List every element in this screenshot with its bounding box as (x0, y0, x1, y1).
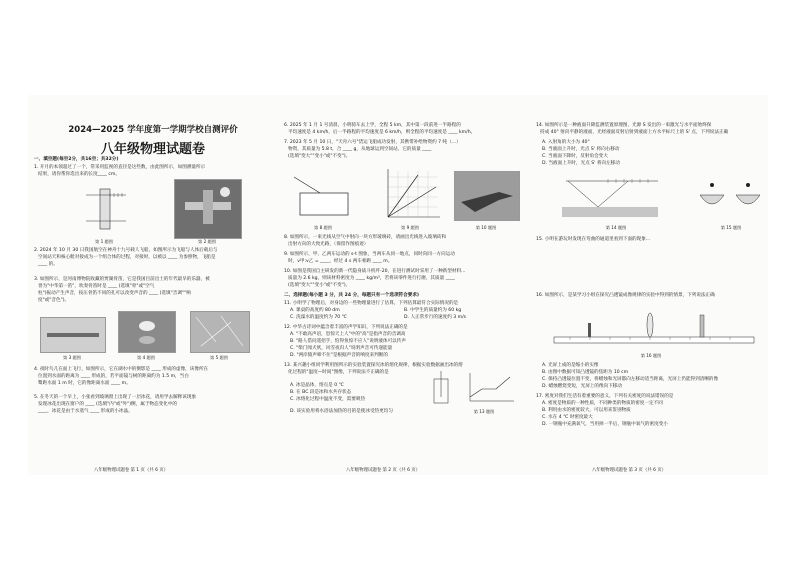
fig1-caption: 第 1 题图 (95, 239, 113, 244)
q2-text-c: ____ 的。 (38, 262, 58, 267)
spacecraft-photo (174, 179, 242, 239)
page-footer-1: 八年级物理试题卷 第 1 页（共 6 页） (94, 468, 169, 473)
q3-text-b: 誉为"中华第一笛"，吹奏骨笛时是 ____ (选填"骨"或"空气 (38, 284, 155, 289)
q2-text-b: 空间站天和核心舱对接成为一个组合体的过程，对接时，以被以 ____ 为参照物，飞船是 (38, 255, 216, 260)
optical-bench-figure (550, 309, 760, 351)
q12-option-c: C. "柴门闻犬吠，风雪夜归人"说明声音可传递能量 (290, 346, 393, 351)
q14-text-b: 持成 40° 射向平静的液面，光经液面反射后射到液面上方水平标尺上的 S' 点，下列说法正确 (540, 130, 729, 135)
fighter-jet-photo (454, 171, 520, 221)
q8-text: 8. 如图所示，一束光线从空气中射向一块方形玻璃砖，请画出光线进入玻璃砖和 (284, 235, 447, 240)
q4-text: 4. 夜时鸟儿在面上飞行，如图所示，它在湖水中的倒影是 ____ 形成的虚像，该像所在 (34, 367, 209, 372)
section-2-heading: 二、选择题(每小题 3 分，共 24 分，每题只有一个选项符合要求) (284, 293, 420, 298)
q16-option-c: C. 保持凸透镜位置不变，将蜡烛和光屏都向左移动适当距离，光屏上仍能得到清晰的像 (542, 377, 719, 382)
fig2-caption: 第 2 题图 (198, 239, 216, 244)
q16-option-a: A. 光屏上成的是缩小的实像 (542, 363, 599, 368)
q11-option-b: B. 中学生的质量约为 60 kg (404, 308, 462, 313)
q7-text: 7. 2023 年 5 月 10 日，"天舟六号"货运飞船成功发射，其携带补给物资约 7 吨（...） (284, 140, 461, 145)
q5-text: 5. 在冬天的一个早上，小张看到玻璃窗上出现了一层冰花，请用学去解释该现象 (34, 395, 197, 400)
glass-block-figure (292, 173, 354, 223)
q13-option-d: D. 该实验用将水浴法加热的目的是使冰受热更均匀 (290, 409, 393, 414)
q17-option-b: B. 利用由水的密度较大，可以用来鉴别物质 (542, 408, 631, 413)
q10-text: 10. 如图是我国自主研发的新一代隐身战斗机歼-20，在进行测试时采用了一种新型材料... (284, 269, 466, 274)
q12-option-b: B. "路人借问遥招手，怕得鱼惊不应人"说明液体可以传声 (290, 339, 406, 344)
q17-option-a: A. 密度是物质的一种性质，不同种类的物质的密度一定不同 (542, 401, 663, 406)
q3-text-c: 柱")振动产生声音，按压骨笛不同的孔可以改变声音的 ____ (选填"音调""响 (38, 291, 191, 296)
liquid-level-figure (558, 175, 668, 221)
q13-text-b: 化过程的"温度—时间"图像，下列说法不正确的是 (288, 370, 389, 375)
frost-window-photo (190, 311, 250, 353)
fig10-caption: 第 10 题图 (475, 225, 497, 230)
column-1 (34, 95, 272, 475)
q10-text-c: (选填"变大""变小"或"不变")。 (288, 283, 351, 288)
q9-text-b: 时，v甲:v乙 = ____，经过 4 s 两车相距 ____ m。 (288, 259, 393, 264)
ruler-figure (82, 181, 132, 237)
section-1-heading: 一、填空题(每空2分，共16空；共32分) (34, 157, 119, 162)
fig3-caption: 第 3 题图 (63, 355, 81, 360)
year-title: 2024—2025 学年度第一学期学校自测评价 (68, 125, 238, 135)
fig8-caption: 第 8 题图 (314, 225, 332, 230)
q7-text-c: (选填"变大""变小"或"不变")。 (288, 154, 351, 159)
egret-photo (118, 311, 176, 353)
s-t-graph-figure (378, 167, 442, 225)
q5-text-b: 发现冰花出现在窗户的 ____ (选填"内"或"外")侧，属于物态变化中的 (38, 402, 177, 407)
q16-option-b: B. 由图中数据可知凸透镜的焦距为 10 cm (542, 370, 629, 375)
fig4-caption: 第 4 题图 (137, 355, 155, 360)
page-footer-2: 八年级物理试题卷 第 2 页（共 6 页） (346, 468, 421, 473)
q15-text: 15. 小明在游玩时发现在弯曲的通道里看到下面的现象... (536, 237, 651, 242)
fig16-caption: 第 16 题图 (640, 353, 662, 358)
q10-text-b: 质量为 2.6 kg，则该材料密度为 ____ kg/m³，若将该零件进行打磨，其质量 ____ (288, 276, 455, 281)
q17-option-c: C. 水在 4 ℃ 时密度最大 (542, 415, 593, 420)
q11-option-d: D. 人正常步行的速度约 3 m/s (404, 315, 467, 320)
q13-option-c: C. 冰熔化过程中温度不变，需要吸热 (290, 397, 366, 402)
melting-experiment-figure (430, 371, 516, 407)
q13-option-a: A. 冰是晶体，熔点是 0 ℃ (290, 383, 344, 388)
fig9-caption: 第 9 题图 (401, 225, 419, 230)
q1-text-b: 结果，请你帮你选出来的长度____ cm。 (38, 172, 120, 177)
q5-text-c: ____，冰花是由于水蒸气 ____ 形成的小冰晶。 (38, 409, 133, 414)
q16-text: 16. 如图所示，是某学习小组在探究凸透镜成像规律的实验中得到的情景，下列说法正确 (536, 293, 715, 298)
paper-title: 八年级物理试题卷 (100, 142, 205, 157)
fig15-caption: 第 15 题图 (720, 225, 742, 230)
q13-text: 13. 某兴趣小组同学利用图所示的实验装置探究冰的熔化规律，根据实验数据画出冰的熔 (284, 363, 463, 368)
q2-text: 2. 2024 年 10 月 30 日我国航空在神舟十九号载人飞船，如图所示为飞船与人体后载后与 (34, 248, 218, 253)
q16-option-d: D. 蜡烛燃烧变短，光屏上的像向下移动 (542, 384, 622, 389)
q9-text: 9. 如图所示，甲、乙两车运动的 s-t 图象，当两车从同一地点，同时向同一方向运动 (284, 252, 455, 257)
q17-option-d: D. 一钢瓶中充满氧气，当用掉一半后，钢瓶中氧气的密度变小 (542, 422, 668, 427)
column-2 (284, 95, 524, 475)
q13-option-b: B. 在 BC 段是冰和水共存状态 (290, 390, 352, 395)
exam-sheet (28, 95, 768, 475)
fig5-caption: 第 5 题图 (210, 355, 228, 360)
q14-option-b: B. 当液面上升时，光点 S' 将向右移动 (542, 147, 620, 152)
q11-text: 11. 小明学了物理后，对身边的一些物理量进行了估算，下列估算最符合实际情况的是 (284, 301, 459, 306)
bowls-figure (696, 181, 766, 219)
q14-option-c: C. 当液面下降时，反射角会变大 (542, 154, 608, 159)
q12-text: 12. 中华古诗词中蕴含着丰富的声学知识，下列说法正确的是 (284, 325, 408, 330)
q4-text-c: 鹭距水面 1 m 时，它的像距离水面 ____ m。 (38, 381, 131, 386)
q1-text: 1. 开月的本领超过了一个，常采用监视的直径是这些数，由此图所示，如图测量所示 (34, 165, 206, 170)
q14-option-d: D. 当液面上升时，光点 S' 将向左移动 (542, 161, 620, 166)
q3-text: 3. 如图所示，是河南博物院收藏的贾湖骨笛，它是我国目前出土的年代最早的乐器，被 (34, 277, 210, 282)
q17-text: 17. 密度对我们生活有着重要的意义，下列有关密度的说法错误的是 (536, 394, 674, 399)
q8-text-b: 出射方向的大致光路，（保留作图痕迹） (288, 242, 369, 247)
fig13-caption: 第 13 题图 (473, 409, 495, 414)
q6-text-b: 平均速度是 4 km/h，后一半路程的平均速度是 6 km/h，则全程的平均速度是 ____ km/h。 (288, 130, 476, 135)
q11-option-c: C. 洗澡水的温度约为 70 ℃ (290, 315, 347, 320)
q14-text: 14. 如图所示是一种液面升降监测装置原理图，光源 S 发出的一束激光与水平面始终保 (536, 123, 712, 128)
q3-text-d: 度"或"音色")。 (38, 298, 70, 303)
q6-text: 6. 2025 年 1 月 1 号清晨，小明骑车去上学，全程 5 km，其中第一段前进一半路程的 (284, 123, 461, 128)
page-footer-3: 八年级物理试题卷 第 3 页（共 6 页） (592, 468, 667, 473)
q7-text-b: 物资，其质量为 5.8 t，合 ____ g，从地球运到空间站，它的质量 ____ (288, 147, 432, 152)
fig14-caption: 第 14 题图 (605, 225, 627, 230)
q11-option-a: A. 课桌的高度约 80 dm (290, 308, 340, 313)
q14-option-a: A. 入射角的大小为 40° (542, 140, 590, 145)
bone-flute-photo (40, 317, 106, 353)
q12-option-a: A. "不敢高声语，恐惊天上人"中的"高"是指声音的音调高 (290, 332, 406, 337)
q4-text-b: 位置到水面的距离为 ____ 形成的，若平面镜与树的距离约为 1.5 m，当白 (38, 374, 189, 379)
column-3 (536, 95, 768, 475)
q12-option-d: D. "两岸猿声啼不住"是根据声音的响度来判断的 (290, 353, 388, 358)
